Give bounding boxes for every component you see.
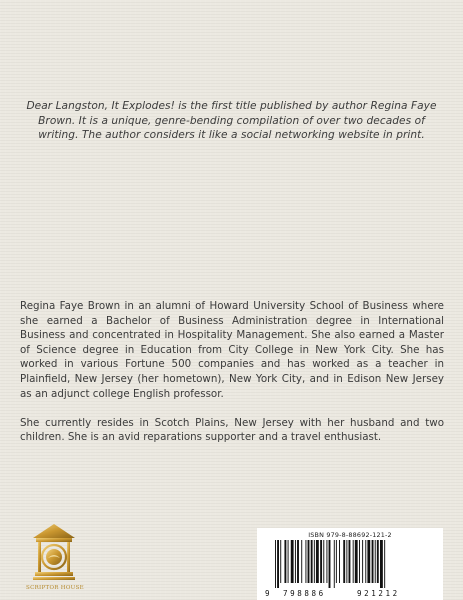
- author-bio: [20, 299, 444, 460]
- barcode-bar: [277, 540, 279, 588]
- barcode-bar: [375, 540, 376, 583]
- barcode-bar: [377, 540, 379, 583]
- barcode-icon: [263, 540, 437, 598]
- barcode-bar: [323, 540, 324, 583]
- barcode-bar: [339, 540, 340, 583]
- barcode-bar: [311, 540, 313, 583]
- barcode-bar: [288, 540, 289, 583]
- barcode-bar: [380, 540, 383, 588]
- barcode-bar: [280, 540, 281, 583]
- barcode-bar: [295, 540, 296, 583]
- barcode-bar: [275, 540, 276, 588]
- barcode-bar: [284, 540, 286, 583]
- barcode-bar: [346, 540, 347, 583]
- barcode-bar: [336, 540, 337, 583]
- barcode-bar: [349, 540, 351, 583]
- barcode-bar: [305, 540, 306, 583]
- barcode-digit-left: 9: [265, 589, 270, 598]
- gold-house-emblem-icon: [30, 522, 78, 584]
- isbn-barcode: [257, 528, 443, 600]
- barcode-bar: [355, 540, 358, 583]
- barcode-bar: [372, 540, 374, 583]
- barcode-bar: [343, 540, 345, 583]
- barcode-bar: [297, 540, 299, 583]
- publisher-logo: [30, 522, 78, 594]
- barcode-bar: [320, 540, 322, 583]
- barcode-bar: [365, 540, 366, 583]
- barcode-bar: [316, 540, 319, 583]
- barcode-bar: [367, 540, 370, 583]
- author-bio-paragraph: She currently resides in Scotch Plains, New Jersey with her husband and two children. She is an avid reparations supporter and a travel enthusiast.: [20, 416, 444, 444]
- barcode-bar: [314, 540, 315, 583]
- barcode-bar: [301, 540, 302, 583]
- barcode-bar: [326, 540, 327, 583]
- isbn-label: ISBN 979-8-88692-121-2: [308, 531, 392, 539]
- barcode-bar: [362, 540, 363, 583]
- book-blurb: Dear Langston, It Explodes! is the first title published by author Regina Faye Brown. It is a unique, genre-bending compilation of over two decades of writing. The author considers it like a social networking website in print.: [26, 100, 437, 142]
- barcode-bar: [359, 540, 360, 583]
- barcode-bar: [384, 540, 385, 588]
- author-bio-paragraph: Regina Faye Brown in an alumni of Howard University School of Business where she earned a Bachelor of Business Administration degree in International Business and concentrated in Hospitality Management. She also earned a Master of Science degree in Education from City College in New York City. She has worked in various Fortune 500 companies and has worked as a teacher in Plainfield, New Jersey (her hometown), New York City, and in Edison New Jersey as an adjunct college English professor.: [20, 300, 444, 400]
- barcode-digit-group-1: 798886: [283, 589, 326, 598]
- barcode-bar: [334, 540, 335, 588]
- barcode-digit-group-2: 921212: [357, 589, 400, 598]
- barcode-bar: [329, 540, 331, 588]
- barcode-bar: [291, 540, 294, 583]
- barcode-bar: [308, 540, 310, 583]
- publisher-name: SCRIPTOR HOUSE: [26, 585, 84, 591]
- barcode-bar: [353, 540, 354, 583]
